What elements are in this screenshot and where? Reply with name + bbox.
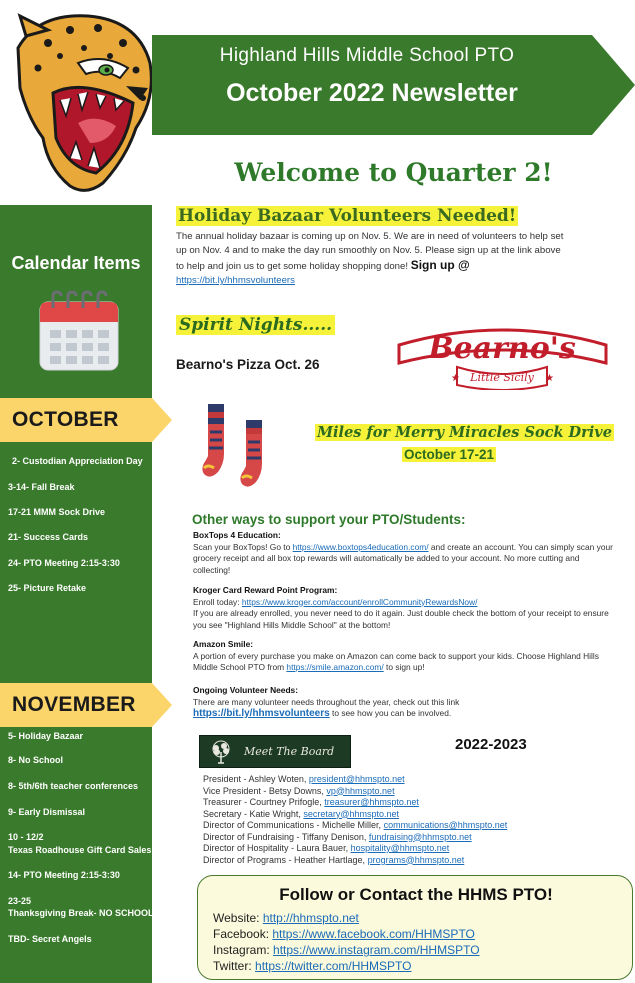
website-link[interactable]: http://hhmspto.net: [262, 911, 359, 925]
november-event: 23-25: [8, 896, 32, 906]
bazaar-body: [176, 230, 571, 288]
follow-heading: Follow or Contact the HHMS PTO!: [279, 885, 553, 904]
newsletter-title: October 2022 Newsletter: [226, 79, 518, 107]
calendar-items-heading: Calendar Items: [11, 253, 141, 273]
november-event: 14- PTO Meeting 2:15-3:30: [8, 870, 120, 880]
twitter-row: Twitter: https://twitter.com/HHMSPTO: [213, 959, 412, 973]
bearnos-logo-text: Bearno's: [428, 331, 576, 366]
amazon-smile-link[interactable]: https://smile.amazon.com/: [286, 662, 384, 672]
board-email-link[interactable]: communications@hhmspto.net: [383, 820, 508, 830]
board-member: Treasurer - Courtney Prifogle, treasurer@hhmspto.net: [203, 797, 419, 807]
boxtops-text: Scan your BoxTops! Go to: [193, 541, 293, 552]
boxtops-title: BoxTops 4 Education:: [193, 530, 281, 540]
header-banner: [152, 35, 635, 135]
board-email-link[interactable]: programs@hhmspto.net: [367, 854, 465, 865]
bazaar-heading: Holiday Bazaar Volunteers Needed!: [178, 206, 517, 226]
october-event: 3-14- Fall Break: [8, 482, 75, 492]
svg-text:★: ★: [545, 373, 554, 384]
calendar-icon: [38, 290, 120, 372]
board-email-link[interactable]: treasurer@hhmspto.net: [324, 797, 419, 807]
school-pto-name: Highland Hills Middle School PTO: [219, 45, 515, 66]
november-event: 8- 5th/6th teacher conferences: [8, 781, 139, 791]
october-event: 17-21 MMM Sock Drive: [8, 507, 106, 517]
socks-illustration: [200, 402, 280, 494]
board-email-link[interactable]: fundraising@hhmspto.net: [368, 831, 472, 842]
november-event: Thanksgiving Break- NO SCHOOL: [8, 908, 154, 918]
october-event: 25- Picture Retake: [8, 583, 87, 593]
jaguar-mascot-logo: [8, 8, 158, 198]
october-event: 21- Success Cards: [8, 532, 89, 542]
facebook-link[interactable]: https://www.facebook.com/HHMSPTO: [272, 927, 475, 941]
boxtops-link[interactable]: https://www.boxtops4education.com/: [292, 541, 429, 552]
signup-label: Sign up @: [410, 258, 470, 272]
amazon-text-2: to sign up!: [383, 662, 425, 672]
november-label: NOVEMBER: [12, 693, 136, 716]
october-label: OCTOBER: [12, 408, 119, 431]
amazon-text: A portion of every purchase you make on Amazon can come back to support your kids. Choose Highland Hills Middle School PTO from: [193, 650, 599, 672]
kroger-title: Kroger Card Reward Point Program:: [193, 585, 338, 595]
kroger-text: Enroll today:: [193, 596, 242, 607]
board-member: Director of Programs - Heather Hartlage, programs@hhmspto.net: [203, 854, 465, 865]
sock-drive-heading: Miles for Merry Miracles Sock Drive: [317, 424, 612, 441]
volunteer-signup-link[interactable]: https://bit.ly/hhmsvolunteers: [176, 275, 295, 286]
support-heading: Other ways to support your PTO/Students:: [192, 512, 466, 527]
bazaar-text: The annual holiday bazaar is coming up on Nov. 5. We are in need of volunteers to help set up on Nov. 4 and to make the day run smoothly on Nov. 5. Please sign up at the link above to help and join us to get some holiday shopping done!: [176, 231, 564, 272]
november-event: 8- No School: [8, 755, 64, 765]
bearnos-logo-subtext: Little Sicily: [470, 371, 534, 384]
instagram-link[interactable]: https://www.instagram.com/HHMSPTO: [273, 943, 480, 957]
november-event: 5- Holiday Bazaar: [8, 731, 84, 741]
volunteer-title: Ongoing Volunteer Needs:: [193, 685, 299, 695]
amazon-title: Amazon Smile:: [193, 639, 254, 649]
boxtops-text-2: and create an account. You can simply scan your grocery receipt and all box top rewards will automatically be added to your account. No more cutting and collecting!: [193, 541, 613, 575]
tree-icon: [206, 740, 236, 765]
twitter-link[interactable]: https://twitter.com/HHMSPTO: [255, 959, 412, 973]
board-email-link[interactable]: vp@hhmspto.net: [326, 785, 395, 796]
board-member: Director of Hospitality - Laura Bauer, hospitality@hhmspto.net: [203, 843, 450, 853]
november-event: 9- Early Dismissal: [8, 807, 86, 817]
kroger-section: [193, 585, 613, 631]
board-member: Director of Communications - Michelle Miller, communications@hhmspto.net: [203, 820, 508, 830]
board-member: President - Ashley Woten, president@hhmspto.net: [203, 774, 405, 784]
board-members-list: [203, 774, 603, 866]
bearnos-logo: [395, 315, 610, 390]
spirit-night-event: Bearno's Pizza Oct. 26: [176, 357, 320, 372]
instagram-row: Instagram: https://www.instagram.com/HHMSPTO: [213, 943, 480, 957]
follow-contact-box: [197, 875, 633, 980]
november-event: 10 - 12/2: [8, 832, 44, 842]
volunteer-section: [193, 685, 613, 720]
facebook-row: Facebook: https://www.facebook.com/HHMSPTO: [213, 927, 475, 941]
meet-the-board-text: Meet The Board: [244, 745, 335, 758]
board-member: Secretary - Katie Wright, secretary@hhmspto.net: [203, 808, 400, 819]
svg-text:★: ★: [451, 373, 460, 384]
board-year: 2022-2023: [455, 736, 527, 753]
volunteer-text: There are many volunteer needs throughout the year, check out this link: [193, 696, 460, 707]
october-event: 24- PTO Meeting 2:15-3:30: [8, 558, 120, 568]
website-row: Website: http://hhmspto.net: [213, 911, 359, 925]
sock-drive-date: October 17-21: [404, 447, 495, 462]
welcome-heading: Welcome to Quarter 2!: [234, 158, 553, 187]
volunteer-text-2: to see how you can be involved.: [329, 708, 452, 718]
board-member: Vice President - Betsy Downs, vp@hhmspto.net: [203, 785, 395, 796]
kroger-link[interactable]: https://www.kroger.com/account/enrollCommunityRewardsNow/: [241, 596, 478, 607]
meet-the-board-badge: [199, 735, 351, 768]
november-heading: [0, 683, 172, 727]
board-email-link[interactable]: secretary@hhmspto.net: [303, 808, 400, 819]
october-heading: [0, 398, 172, 442]
board-email-link[interactable]: president@hhmspto.net: [308, 774, 405, 784]
board-member: Director of Fundraising - Tiffany Denison, fundraising@hhmspto.net: [203, 831, 472, 842]
november-event: TBD- Secret Angels: [8, 934, 92, 944]
boxtops-section: [193, 530, 613, 576]
volunteer-link[interactable]: https://bit.ly/hhmsvolunteers: [193, 708, 330, 719]
amazon-section: [193, 639, 613, 674]
spirit-nights-heading: Spirit Nights.....: [176, 315, 335, 335]
kroger-text-2: If you are already enrolled, you never need to do it again. Just double check the bottom of your receipt to ensure you see "Highland Hills Middle School" at the bottom!: [193, 608, 609, 630]
october-event: 2- Custodian Appreciation Day: [12, 456, 143, 466]
november-event: Texas Roadhouse Gift Card Sales: [8, 845, 152, 855]
board-email-link[interactable]: hospitality@hhmspto.net: [350, 843, 450, 853]
